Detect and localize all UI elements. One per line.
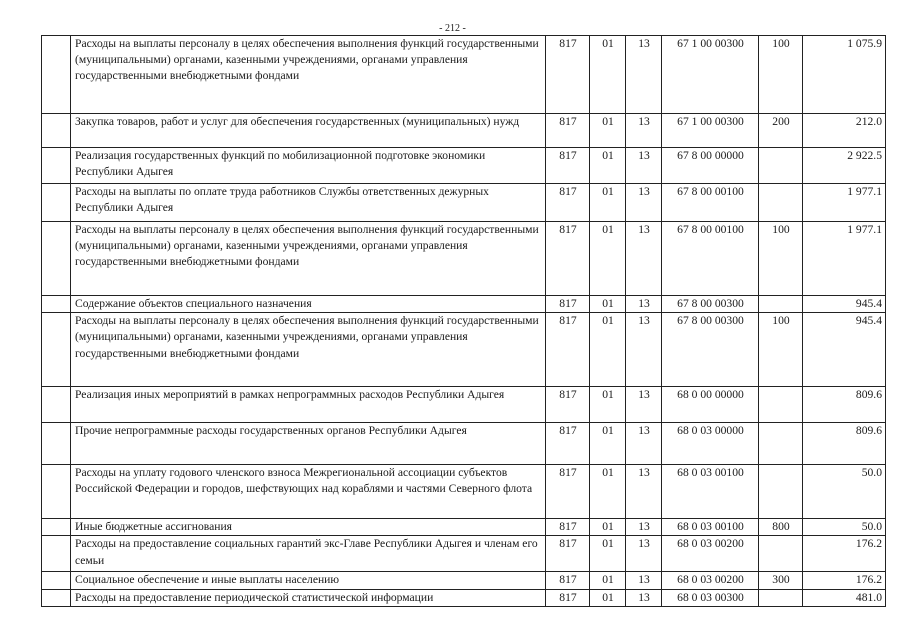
expense-type-cell [759, 148, 803, 184]
target-article-cell: 68 0 00 00000 [662, 387, 759, 423]
expense-name-cell: Расходы на выплаты по оплате труда работников Службы ответственных дежурных Республики Адыгея [71, 184, 546, 222]
table-row [42, 148, 886, 184]
table-row [42, 465, 886, 519]
amount-cell: 809.6 [803, 387, 886, 423]
expense-name-cell: Расходы на предоставление социальных гарантий экс-Главе Республики Адыгея и членам его семьи [71, 536, 546, 572]
ministry-code-cell: 817 [546, 296, 590, 313]
amount-cell: 2 922.5 [803, 148, 886, 184]
amount-cell: 809.6 [803, 423, 886, 465]
target-article-cell: 68 0 03 00100 [662, 519, 759, 536]
row-number-cell [42, 114, 71, 148]
target-article-cell: 68 0 03 00200 [662, 572, 759, 589]
section-code-cell: 01 [590, 114, 626, 148]
row-number-cell [42, 589, 71, 606]
table-row [42, 589, 886, 606]
amount-cell: 945.4 [803, 313, 886, 387]
row-number-cell [42, 148, 71, 184]
expense-name-cell: Социальное обеспечение и иные выплаты населению [71, 572, 546, 589]
page-number: - 212 - [439, 23, 466, 34]
expense-name-cell: Расходы на предоставление периодической статистической информации [71, 589, 546, 606]
budget-table [41, 35, 886, 607]
section-code-cell: 01 [590, 313, 626, 387]
expense-type-cell [759, 387, 803, 423]
subsection-code-cell: 13 [626, 313, 662, 387]
subsection-code-cell: 13 [626, 589, 662, 606]
row-number-cell [42, 536, 71, 572]
table-row [42, 222, 886, 296]
subsection-code-cell: 13 [626, 148, 662, 184]
target-article-cell: 68 0 03 00000 [662, 423, 759, 465]
ministry-code-cell: 817 [546, 148, 590, 184]
amount-cell: 481.0 [803, 589, 886, 606]
section-code-cell: 01 [590, 572, 626, 589]
expense-type-cell: 100 [759, 313, 803, 387]
section-code-cell: 01 [590, 536, 626, 572]
expense-name-cell: Иные бюджетные ассигнования [71, 519, 546, 536]
subsection-code-cell: 13 [626, 423, 662, 465]
row-number-cell [42, 519, 71, 536]
budget-table-body [42, 36, 886, 607]
subsection-code-cell: 13 [626, 222, 662, 296]
expense-name-cell: Реализация государственных функций по мобилизационной подготовке экономики Республики Адыгея [71, 148, 546, 184]
expense-type-cell [759, 296, 803, 313]
table-row [42, 536, 886, 572]
expense-type-cell [759, 184, 803, 222]
section-code-cell: 01 [590, 465, 626, 519]
amount-cell: 1 977.1 [803, 184, 886, 222]
section-code-cell: 01 [590, 222, 626, 296]
section-code-cell: 01 [590, 184, 626, 222]
subsection-code-cell: 13 [626, 387, 662, 423]
target-article-cell: 68 0 03 00200 [662, 536, 759, 572]
row-number-cell [42, 222, 71, 296]
amount-cell: 945.4 [803, 296, 886, 313]
section-code-cell: 01 [590, 589, 626, 606]
expense-type-cell [759, 423, 803, 465]
expense-name-cell: Прочие непрограммные расходы государственных органов Республики Адыгея [71, 423, 546, 465]
table-row [42, 519, 886, 536]
subsection-code-cell: 13 [626, 572, 662, 589]
ministry-code-cell: 817 [546, 387, 590, 423]
expense-type-cell [759, 465, 803, 519]
row-number-cell [42, 184, 71, 222]
subsection-code-cell: 13 [626, 519, 662, 536]
subsection-code-cell: 13 [626, 36, 662, 114]
ministry-code-cell: 817 [546, 572, 590, 589]
amount-cell: 176.2 [803, 572, 886, 589]
row-number-cell [42, 572, 71, 589]
row-number-cell [42, 423, 71, 465]
target-article-cell: 68 0 03 00300 [662, 589, 759, 606]
target-article-cell: 67 8 00 00300 [662, 313, 759, 387]
table-row [42, 313, 886, 387]
section-code-cell: 01 [590, 387, 626, 423]
section-code-cell: 01 [590, 519, 626, 536]
expense-type-cell [759, 536, 803, 572]
row-number-cell [42, 313, 71, 387]
target-article-cell: 67 8 00 00100 [662, 222, 759, 296]
table-row [42, 114, 886, 148]
ministry-code-cell: 817 [546, 114, 590, 148]
amount-cell: 50.0 [803, 519, 886, 536]
amount-cell: 176.2 [803, 536, 886, 572]
ministry-code-cell: 817 [546, 536, 590, 572]
row-number-cell [42, 387, 71, 423]
table-row [42, 423, 886, 465]
target-article-cell: 67 1 00 00300 [662, 36, 759, 114]
target-article-cell: 68 0 03 00100 [662, 465, 759, 519]
expense-name-cell: Содержание объектов специального назначения [71, 296, 546, 313]
ministry-code-cell: 817 [546, 313, 590, 387]
amount-cell: 50.0 [803, 465, 886, 519]
amount-cell: 1 075.9 [803, 36, 886, 114]
expense-name-cell: Расходы на выплаты персоналу в целях обеспечения выполнения функций государственными (муниципальными) органами, казенными учреждениями, органами управления государственными внебюджетными фондами [71, 222, 546, 296]
target-article-cell: 67 1 00 00300 [662, 114, 759, 148]
target-article-cell: 67 8 00 00000 [662, 148, 759, 184]
amount-cell: 1 977.1 [803, 222, 886, 296]
ministry-code-cell: 817 [546, 519, 590, 536]
expense-name-cell: Реализация иных мероприятий в рамках непрограммных расходов Республики Адыгея [71, 387, 546, 423]
subsection-code-cell: 13 [626, 296, 662, 313]
expense-name-cell: Расходы на уплату годового членского взноса Межрегиональной ассоциации субъектов Российской Федерации и городов, шефствующих над кораблями и частями Северного флота [71, 465, 546, 519]
subsection-code-cell: 13 [626, 184, 662, 222]
ministry-code-cell: 817 [546, 589, 590, 606]
expense-type-cell [759, 589, 803, 606]
section-code-cell: 01 [590, 36, 626, 114]
subsection-code-cell: 13 [626, 114, 662, 148]
ministry-code-cell: 817 [546, 184, 590, 222]
expense-type-cell: 200 [759, 114, 803, 148]
ministry-code-cell: 817 [546, 36, 590, 114]
row-number-cell [42, 296, 71, 313]
target-article-cell: 67 8 00 00300 [662, 296, 759, 313]
table-row [42, 387, 886, 423]
expense-name-cell: Расходы на выплаты персоналу в целях обеспечения выполнения функций государственными (муниципальными) органами, казенными учреждениями, органами управления государственными внебюджетными фондами [71, 36, 546, 114]
section-code-cell: 01 [590, 423, 626, 465]
amount-cell: 212.0 [803, 114, 886, 148]
ministry-code-cell: 817 [546, 222, 590, 296]
section-code-cell: 01 [590, 148, 626, 184]
ministry-code-cell: 817 [546, 465, 590, 519]
table-row [42, 296, 886, 313]
expense-type-cell: 300 [759, 572, 803, 589]
table-row [42, 572, 886, 589]
section-code-cell: 01 [590, 296, 626, 313]
target-article-cell: 67 8 00 00100 [662, 184, 759, 222]
row-number-cell [42, 465, 71, 519]
ministry-code-cell: 817 [546, 423, 590, 465]
row-number-cell [42, 36, 71, 114]
table-row [42, 184, 886, 222]
expense-type-cell: 100 [759, 222, 803, 296]
expense-name-cell: Расходы на выплаты персоналу в целях обеспечения выполнения функций государственными (муниципальными) органами, казенными учреждениями, органами управления государственными внебюджетными фондами [71, 313, 546, 387]
expense-type-cell: 800 [759, 519, 803, 536]
subsection-code-cell: 13 [626, 536, 662, 572]
table-row [42, 36, 886, 114]
expense-type-cell: 100 [759, 36, 803, 114]
expense-name-cell: Закупка товаров, работ и услуг для обеспечения государственных (муниципальных) нужд [71, 114, 546, 148]
subsection-code-cell: 13 [626, 465, 662, 519]
